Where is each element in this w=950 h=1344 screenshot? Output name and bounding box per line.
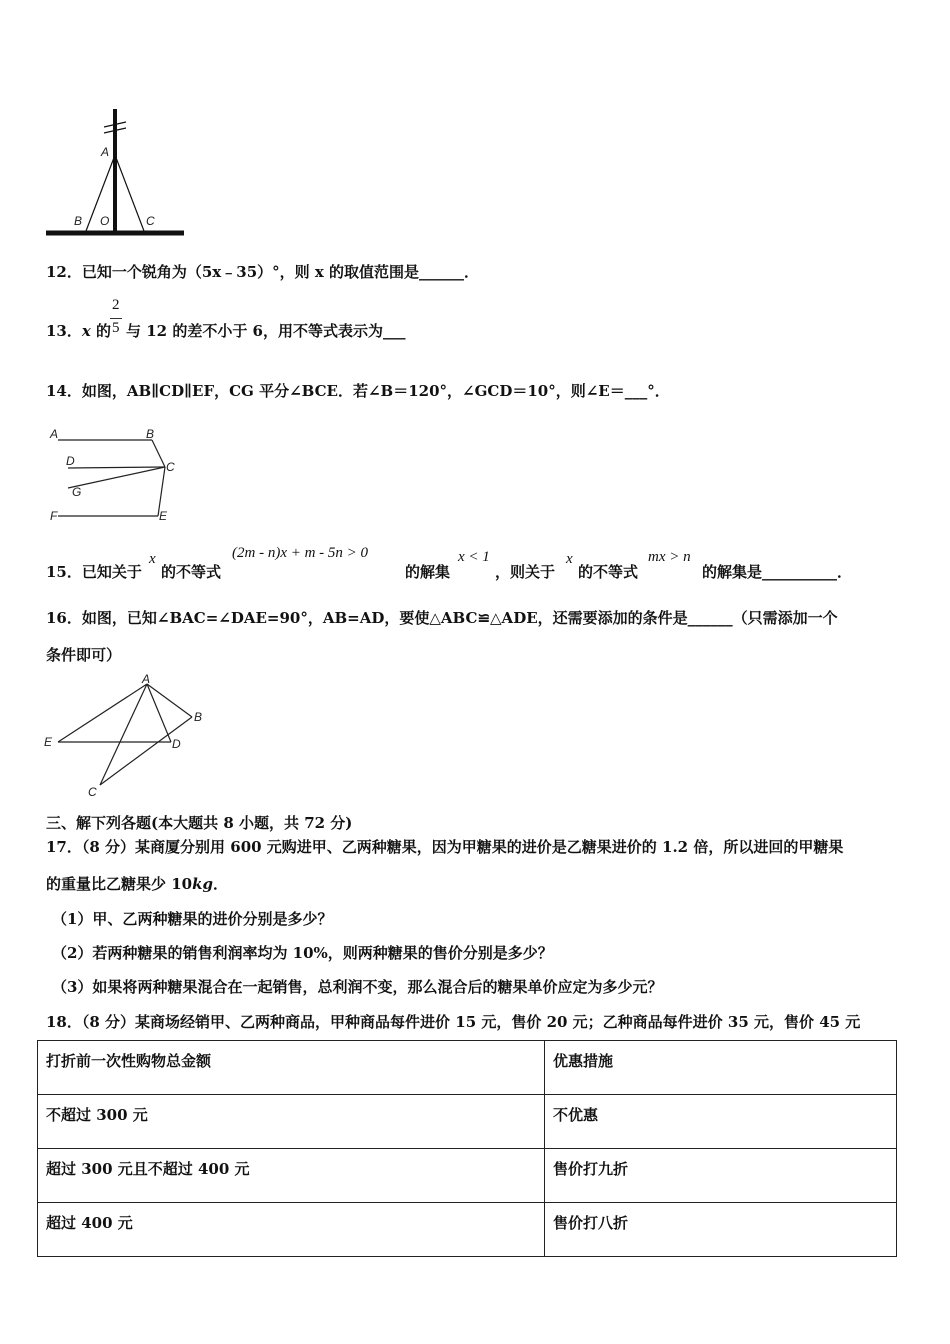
question-16-line2: 条件即可） [46,646,122,664]
label-C: C [146,214,155,228]
question-14: 14．如图，AB∥CD∥EF，CG 平分∠BCE．若∠B＝120°，∠GCD＝10°，则∠E＝___°． [46,382,670,400]
question-15-post: 的解集是__________． [702,563,853,581]
table-cell: 超过 400 元 [38,1203,545,1257]
question-17-sub2: （2）若两种糖果的销售利润率均为 10%，则两种糖果的售价分别是多少？ [52,944,553,962]
question-17-sub3: （3）如果将两种糖果混合在一起销售，总利润不变，那么混合后的糖果单价应定为多少元？ [52,978,663,996]
table-cell: 不优惠 [545,1095,897,1149]
question-15-pre: 15．已知关于 [46,563,142,581]
question-15-mid3: ，则关于 [495,563,556,581]
question-17-line2: 的重量比乙糖果少 10kg． [46,875,229,893]
math-x-1: x [149,551,156,567]
label-A: A [50,427,59,441]
question-12: 12．已知一个锐角为（5x﹣35）°，则 x 的取值范围是______． [46,263,480,281]
math-x-2: x [566,551,573,567]
label-B: B [74,214,83,228]
label-E: E [159,509,168,523]
table-cell: 售价打八折 [545,1203,897,1257]
math-inequality-2: x < 1 [458,549,490,565]
label-D: D [66,454,75,468]
table-cell: 不超过 300 元 [38,1095,545,1149]
table-cell: 超过 300 元且不超过 400 元 [38,1149,545,1203]
triangles-figure [40,672,215,802]
fraction-denominator: 5 [112,320,120,336]
table-row [38,1203,897,1257]
question-16-line1: 16．如图，已知∠BAC=∠DAE=90°，AB=AD，要使△ABC≌△ADE，还需要添加的条件是______（只需添加一个 [46,609,838,627]
question-18: 18．（8 分）某商场经销甲、乙两种商品，甲种商品每件进价 15 元，售价 20 元；乙种商品每件进价 35 元，售价 45 元 [46,1013,861,1031]
question-15-mid4: 的不等式 [578,563,639,581]
table-row [38,1149,897,1203]
pole-figure [40,105,190,240]
label-B: B [194,710,203,724]
label-O: O [100,214,110,228]
discount-table [37,1040,897,1257]
question-17-line1: 17．（8 分）某商厦分别用 600 元购进甲、乙两种糖果，因为甲糖果的进价是乙糖果进价的 1.2 倍，所以进回的甲糖果 [46,838,844,856]
math-inequality-3: mx > n [648,549,691,565]
table-header-row [38,1041,897,1095]
question-17-sub1: （1）甲、乙两种糖果的进价分别是多少？ [52,910,333,928]
label-B: B [146,427,155,441]
math-inequality-1: (2m - n)x + m - 5n > 0 [232,545,369,561]
section-3-title: 三、解下列各题(本大题共 8 小题，共 72 分) [46,814,353,832]
label-A: A [142,672,151,686]
variable-x: x [81,322,91,340]
question-15-mid1: 的不等式 [161,563,222,581]
label-D: D [172,737,181,751]
table-header-cell: 优惠措施 [545,1041,897,1095]
table-row [38,1095,897,1149]
fraction-numerator: 2 [112,297,120,313]
table-header-cell: 打折前一次性购物总金额 [38,1041,545,1095]
label-A: A [101,145,110,159]
fraction-bar [110,318,122,319]
label-E: E [44,735,53,749]
parallel-lines-figure [46,425,186,525]
label-G: G [72,485,82,499]
label-C: C [166,460,175,474]
label-F: F [50,509,58,523]
question-13: 13．x 的 [46,322,112,340]
table-cell: 售价打九折 [545,1149,897,1203]
question-13-rest: 与 12 的差不小于 6，用不等式表示为___ [126,322,406,340]
label-C: C [88,785,97,799]
question-15-mid2: 的解集 [405,563,451,581]
